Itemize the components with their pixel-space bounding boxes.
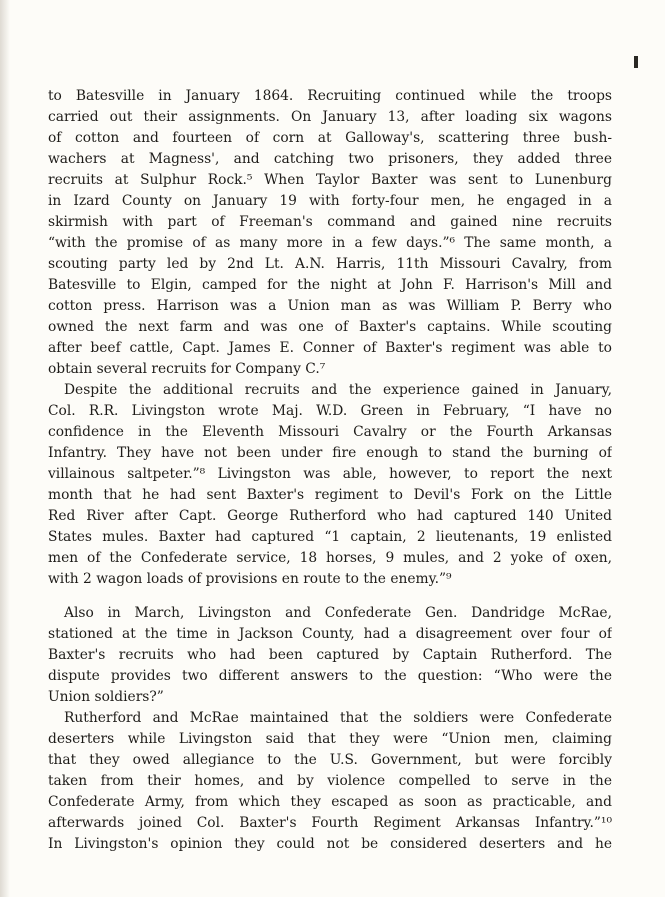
text-line: Red River after Capt. George Rutherford who had captured 140 United [48, 508, 612, 524]
page-gutter-shadow [0, 0, 10, 897]
page-body [48, 86, 612, 855]
text-line: dispute provides two different answers to the question: “Who were the [48, 668, 612, 684]
text-line: to Batesville in January 1864. Recruiting continued while the troops [48, 88, 612, 104]
text-line: confidence in the Eleventh Missouri Cavalry or the Fourth Arkansas [48, 424, 612, 440]
text-line: Also in March, Livingston and Confederate Gen. Dandridge McRae, [64, 605, 612, 621]
text-line: Despite the additional recruits and the experience gained in January, [64, 382, 612, 398]
text-line: with 2 wagon loads of provisions en route to the enemy.”⁹ [48, 571, 452, 587]
text-line: owned the next farm and was one of Baxter's captains. While scouting [48, 319, 612, 335]
text-line: that they owed allegiance to the U.S. Government, but were forcibly [48, 752, 612, 768]
text-line: men of the Confederate service, 18 horses, 9 mules, and 2 yoke of oxen, [48, 550, 612, 566]
text-line: after beef cattle, Capt. James E. Conner of Baxter's regiment was able to [48, 340, 612, 356]
text-line: in Izard County on January 19 with forty-four men, he engaged in a [48, 193, 612, 209]
paragraph-1 [48, 86, 612, 380]
text-line: Infantry. They have not been under fire enough to stand the burning of [48, 445, 612, 461]
text-line: skirmish with part of Freeman's command and gained nine recruits [48, 214, 612, 230]
text-line: villainous saltpeter.”⁸ Livingston was able, however, to report the next [48, 466, 612, 482]
text-line: In Livingston's opinion they could not be considered deserters and he [48, 836, 612, 852]
paragraph-4 [48, 708, 612, 855]
text-line: carried out their assignments. On January 13, after loading six wagons [48, 109, 612, 125]
paragraph-3 [48, 603, 612, 708]
text-line: of cotton and fourteen of corn at Galloway's, scattering three bush- [48, 130, 612, 146]
text-line: scouting party led by 2nd Lt. A.N. Harris, 11th Missouri Cavalry, from [48, 256, 612, 272]
text-line: month that he had sent Baxter's regiment to Devil's Fork on the Little [48, 487, 612, 503]
text-line: obtain several recruits for Company C.⁷ [48, 361, 326, 377]
scan-edge-mark [634, 56, 638, 68]
text-line: Confederate Army, from which they escaped as soon as practicable, and [48, 794, 612, 810]
text-line: States mules. Baxter had captured “1 captain, 2 lieutenants, 19 enlisted [48, 529, 612, 545]
text-line: Baxter's recruits who had been captured by Captain Rutherford. The [48, 647, 612, 663]
text-line: recruits at Sulphur Rock.⁵ When Taylor Baxter was sent to Lunenburg [48, 172, 612, 188]
text-line: cotton press. Harrison was a Union man as was William P. Berry who [48, 298, 612, 314]
text-line: Union soldiers?” [48, 689, 164, 705]
text-line: “with the promise of as many more in a few days.”⁶ The same month, a [48, 235, 612, 251]
text-line: afterwards joined Col. Baxter's Fourth Regiment Arkansas Infantry.”¹⁰ [48, 815, 612, 831]
text-line: wachers at Magness', and catching two prisoners, they added three [48, 151, 612, 167]
text-line: Rutherford and McRae maintained that the soldiers were Confederate [64, 710, 612, 726]
text-line: Batesville to Elgin, camped for the night at John F. Harrison's Mill and [48, 277, 612, 293]
text-line: Col. R.R. Livingston wrote Maj. W.D. Green in February, “I have no [48, 403, 612, 419]
text-line: stationed at the time in Jackson County, had a disagreement over four of [48, 626, 612, 642]
text-line: deserters while Livingston said that they were “Union men, claiming [48, 731, 612, 747]
text-line: taken from their homes, and by violence compelled to serve in the [48, 773, 612, 789]
paragraph-2 [48, 380, 612, 590]
